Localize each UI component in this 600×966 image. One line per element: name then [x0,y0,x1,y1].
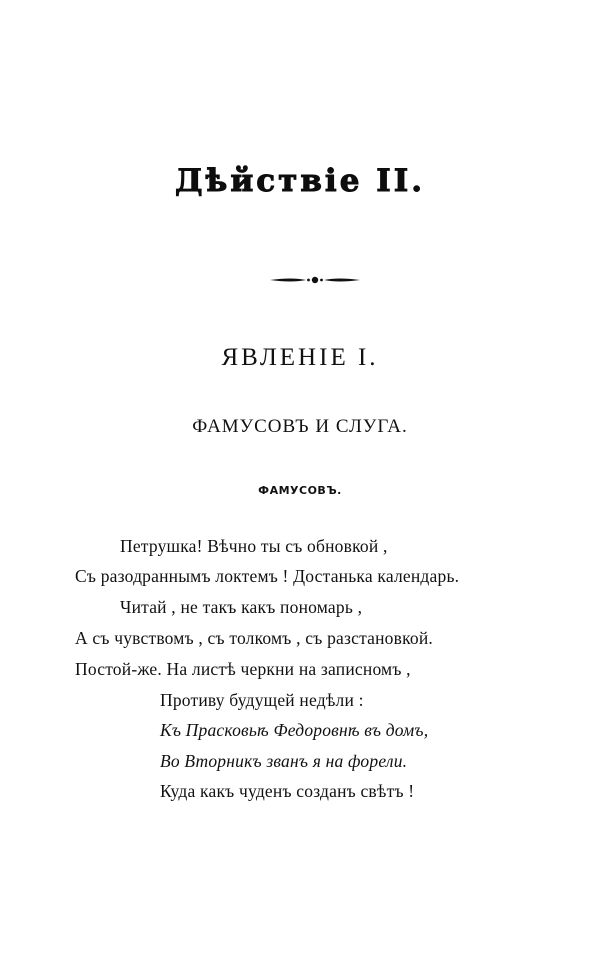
scene-title: ЯВЛЕНІЕ I. [221,344,379,371]
verse-line-3: Читай , не такъ какъ пономарь , [120,597,363,617]
verse-line-1: Петрушка! Вѣчно ты съ обновкой , [120,536,388,556]
verse-line-4: А съ чувствомъ , съ толкомъ , съ разстановкой. [75,628,433,648]
verse-line-8: Во Вторникъ званъ я на форели. [160,751,408,771]
verse-line-7: Къ Прасковьѣ Федоровнѣ въ домъ, [160,720,429,740]
verse-line-9: Куда какъ чуденъ созданъ свѣтъ ! [160,781,415,801]
speaker-name: ФАМУСОВЪ. [258,484,342,497]
ornament-divider-icon [270,274,360,286]
verse-line-2: Съ разодраннымъ локтемъ ! Достанька календарь. [75,566,460,586]
verse-line-6: Противу будущей недѣли : [160,690,364,710]
act-title: Дѣйствіе II. [174,163,426,199]
verse-line-5: Постой-же. На листѣ черкни на записномъ , [75,659,411,679]
characters-heading: ФАМУСОВЪ И СЛУГА. [192,416,408,437]
